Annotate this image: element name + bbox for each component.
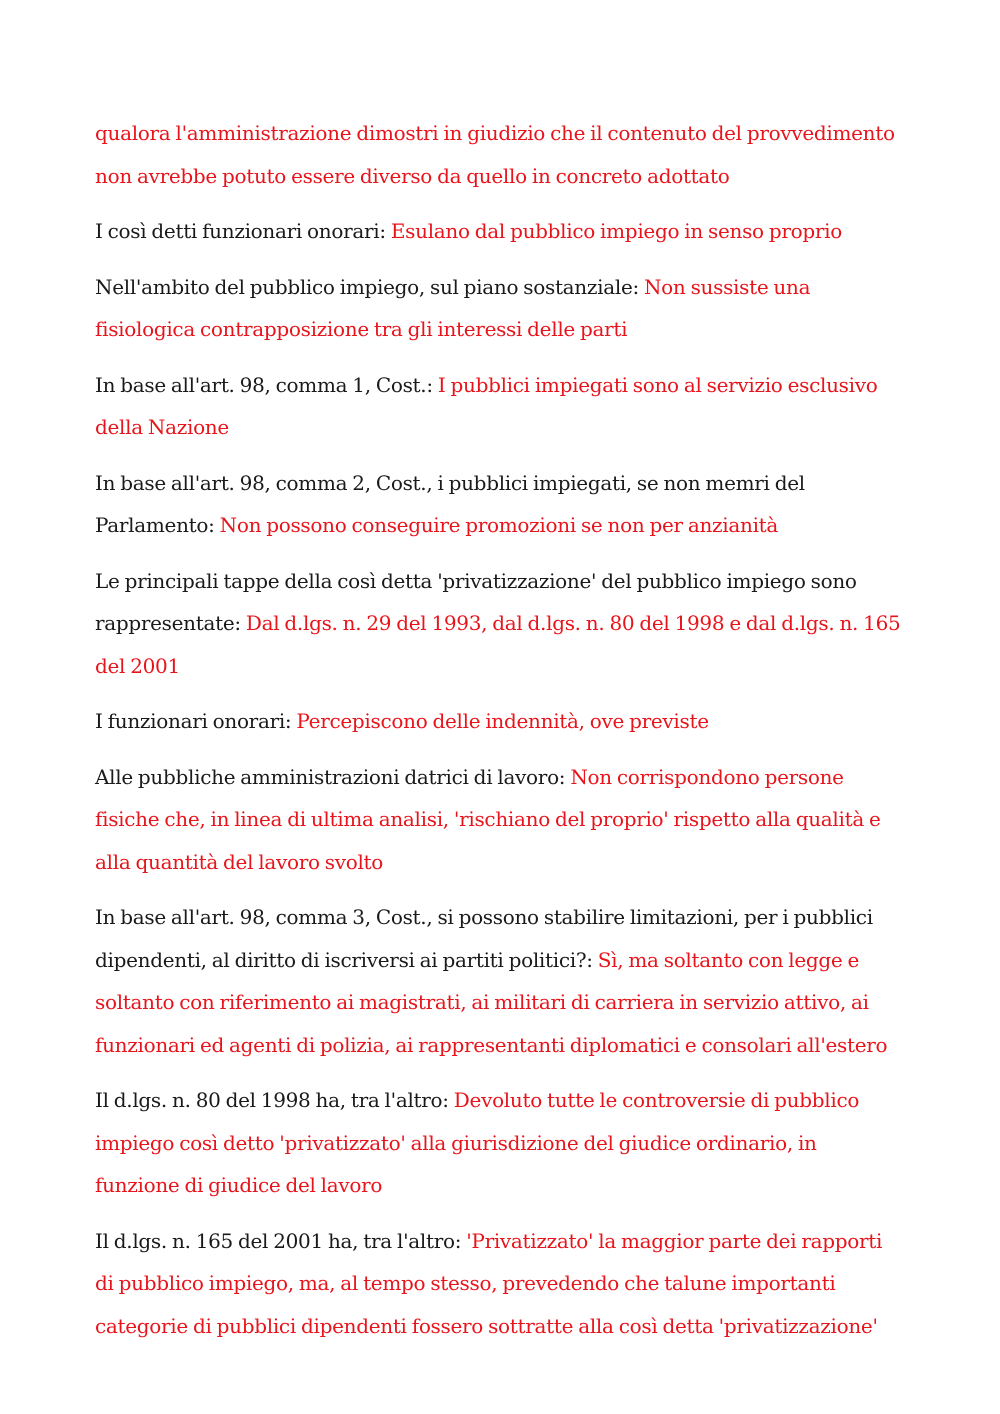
question-text: Alle pubbliche amministrazioni datrici di lavoro: <box>95 764 571 789</box>
question-text: Le principali tappe della così detta 'privatizzazione' del pubblico impiego sono rappresentate: <box>95 568 857 635</box>
answer-text: Non sussiste una fisiologica contrapposizione tra gli interessi delle parti <box>95 274 811 341</box>
question-text: In base all'art. 98, comma 1, Cost.: <box>95 372 438 397</box>
qa-entry <box>95 462 903 547</box>
qa-entry <box>95 364 903 449</box>
question-text: I funzionari onorari: <box>95 709 297 733</box>
answer-text: I pubblici impiegati sono al servizio esclusivo della Nazione <box>95 372 878 439</box>
qa-entry <box>95 266 903 351</box>
qa-entry <box>95 210 903 253</box>
qa-entry <box>95 896 903 1066</box>
answer-text: Percepiscono delle indennità, ove previste <box>296 709 709 733</box>
qa-entry <box>95 112 903 197</box>
answer-text: 'Privatizzato' la maggior parte dei rapporti di pubblico impiego, ma, al tempo stesso, prevedendo che talune importanti categorie di pubblici dipendenti fossero sottratte alla così detta 'privatizzazione' <box>95 1228 883 1338</box>
answer-text: Devoluto tutte le controversie di pubblico impiego così detto 'privatizzato' alla giurisdizione del giudice ordinario, in funzione di giudice del lavoro <box>95 1088 860 1197</box>
qa-entry <box>95 1220 903 1348</box>
qa-list <box>95 112 903 1360</box>
qa-entry <box>95 1079 903 1207</box>
answer-text: Non possono conseguire promozioni se non per anzianità <box>219 513 779 537</box>
answer-text: Sì, ma soltanto con legge e soltanto con riferimento ai magistrati, ai militari di carriera in servizio attivo, ai funzionari ed agenti di polizia, ai rappresentanti diplomatici e consolari all'estero <box>95 947 888 1057</box>
answer-text: Dal d.lgs. n. 29 del 1993, dal d.lgs. n. 80 del 1998 e dal d.lgs. n. 165 del 2001 <box>95 611 901 678</box>
answer-text: Esulano dal pubblico impiego in senso proprio <box>390 219 842 243</box>
question-text: In base all'art. 98, comma 2, Cost., i pubblici impiegati, se non memri del Parlamento: <box>95 470 805 537</box>
answer-text: Non corrispondono persone fisiche che, in linea di ultima analisi, 'rischiano del proprio' rispetto alla qualità e alla quantità del lavoro svolto <box>95 764 881 874</box>
qa-entry <box>95 700 903 743</box>
qa-entry <box>95 560 903 688</box>
question-text: Il d.lgs. n. 80 del 1998 ha, tra l'altro: <box>95 1088 454 1112</box>
question-text: Nell'ambito del pubblico impiego, sul piano sostanziale: <box>95 274 644 299</box>
question-text: I così detti funzionari onorari: <box>95 219 391 243</box>
answer-text: qualora l'amministrazione dimostri in giudizio che il contenuto del provvedimento non avrebbe potuto essere diverso da quello in concreto adottato <box>95 121 895 188</box>
question-text: In base all'art. 98, comma 3, Cost., si possono stabilire limitazioni, per i pubblici dipendenti, al diritto di iscriversi ai partiti politici?: <box>95 905 873 972</box>
question-text: Il d.lgs. n. 165 del 2001 ha, tra l'altro: <box>95 1228 467 1253</box>
qa-entry <box>95 756 903 884</box>
